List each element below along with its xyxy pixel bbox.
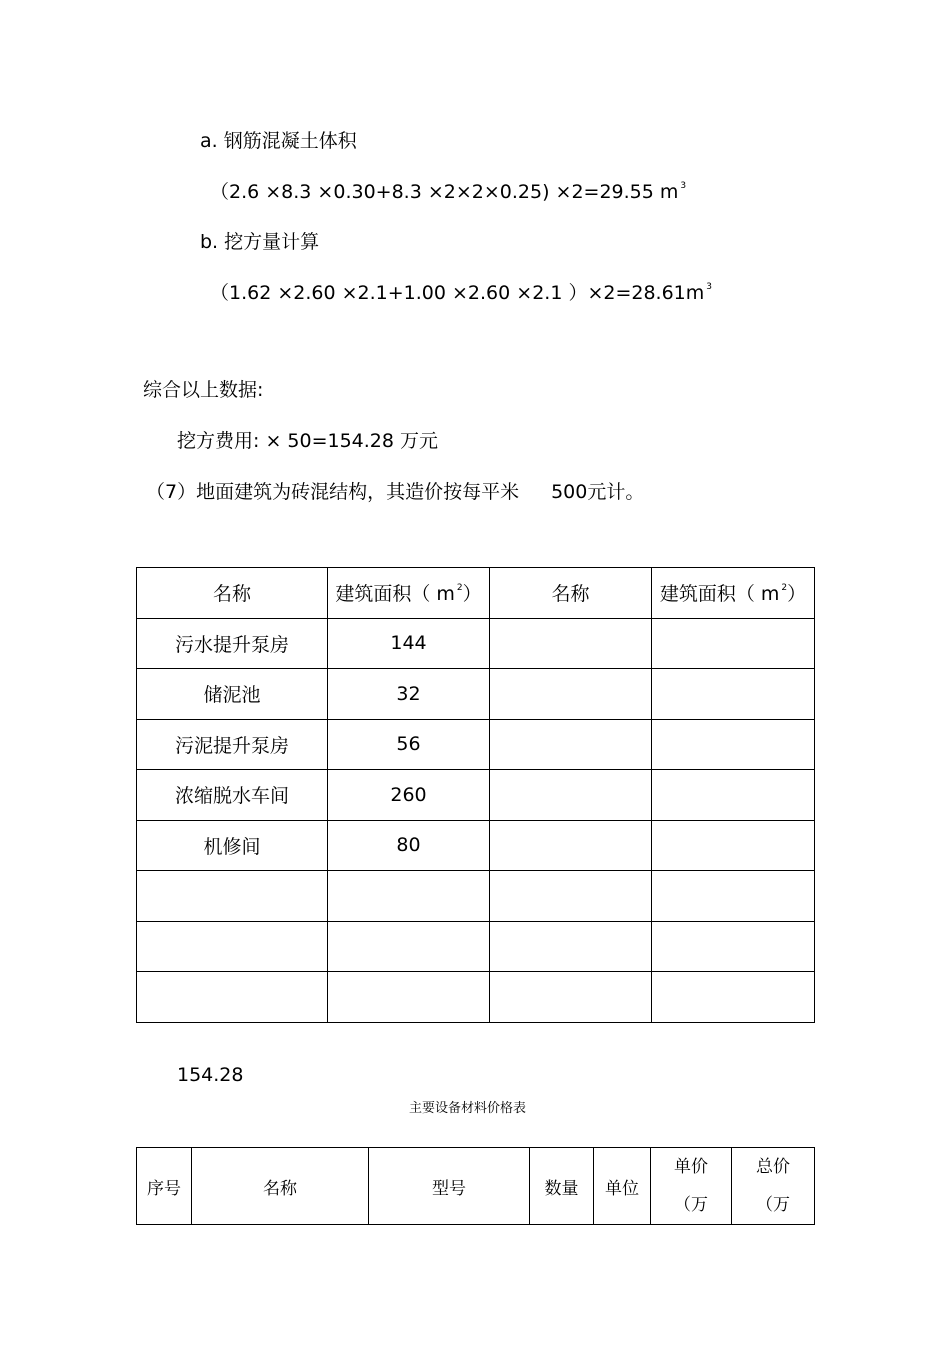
- building-area-cell: [652, 871, 815, 922]
- item-a-label: a. 钢筋混凝土体积: [200, 130, 357, 152]
- building-area-cell: [652, 669, 815, 720]
- building-area-cell: [652, 770, 815, 821]
- price-table-caption: 主要设备材料价格表: [408, 1101, 526, 1116]
- header-unit-price-line2: （万: [674, 1195, 708, 1215]
- item-b-formula-text: （1.62 ×2.60 ×2.1+1.00 ×2.60 ×2.1 ）×2=28.61m: [210, 282, 705, 304]
- square-superscript: 2: [456, 583, 463, 594]
- building-name-cell: [490, 669, 652, 720]
- equipment-price-table: [136, 1147, 815, 1225]
- item-a-formula-text: （2.6 ×8.3 ×0.30+8.3 ×2×2×0.25) ×2=29.55 m: [210, 181, 679, 203]
- header-model-cell: 型号: [369, 1148, 530, 1225]
- building-name-cell: 污水提升泵房: [137, 618, 328, 669]
- building-area-cell: [652, 921, 815, 972]
- header-name-cell: 名称: [490, 568, 652, 619]
- header-index-cell: 序号: [137, 1148, 192, 1225]
- building-name-cell: [137, 871, 328, 922]
- item-b-formula: [210, 284, 712, 303]
- header-area-cell: [652, 568, 815, 619]
- building-area-cell: [652, 972, 815, 1023]
- building-area-cell: [328, 871, 490, 922]
- building-name-cell: [490, 770, 652, 821]
- item-b-label: b. 挖方量计算: [200, 231, 320, 253]
- building-name-cell: 储泥池: [137, 669, 328, 720]
- header-unit-cell: 单位: [594, 1148, 651, 1225]
- header-name-cell: 名称: [137, 568, 328, 619]
- table-row: [137, 972, 815, 1023]
- table-header-row: [137, 1148, 815, 1225]
- note-7-text: （7）地面建筑为砖混结构，其造价按每平米: [146, 481, 520, 503]
- building-name-cell: [490, 820, 652, 871]
- building-name-cell: [490, 618, 652, 669]
- building-area-cell: 144: [328, 618, 490, 669]
- square-superscript: 2: [781, 583, 788, 594]
- table-row: [137, 921, 815, 972]
- header-quantity-cell: 数量: [530, 1148, 594, 1225]
- header-name-cell: 名称: [192, 1148, 369, 1225]
- table-row: [137, 719, 815, 770]
- building-name-cell: 污泥提升泵房: [137, 719, 328, 770]
- building-area-cell: 56: [328, 719, 490, 770]
- building-name-cell: [490, 719, 652, 770]
- item-a-formula: [210, 183, 686, 202]
- building-area-cell: 80: [328, 820, 490, 871]
- note-7: [146, 483, 644, 502]
- header-total-price-line1: 总价: [756, 1157, 790, 1177]
- header-total-price-cell: [732, 1148, 815, 1225]
- total-value: 154.28: [177, 1064, 244, 1086]
- table-header-row: [137, 568, 815, 619]
- building-name-cell: 机修间: [137, 820, 328, 871]
- header-unit-price-cell: [651, 1148, 732, 1225]
- building-area-cell: [328, 921, 490, 972]
- header-unit-price-line1: 单价: [674, 1157, 708, 1177]
- cubic-superscript: 3: [706, 282, 713, 292]
- building-name-cell: 浓缩脱水车间: [137, 770, 328, 821]
- building-area-cell: [328, 972, 490, 1023]
- building-area-cell: 260: [328, 770, 490, 821]
- table-row: [137, 770, 815, 821]
- header-area-close: ）: [787, 583, 807, 606]
- building-area-cell: [652, 719, 815, 770]
- building-area-cell: [652, 618, 815, 669]
- note-7-price: 500元计。: [551, 481, 645, 503]
- header-area-text: 建筑面积（ m: [659, 583, 780, 606]
- header-area-cell: [328, 568, 490, 619]
- header-area-close: ）: [462, 583, 482, 606]
- table-row: [137, 618, 815, 669]
- table-row: [137, 669, 815, 720]
- building-area-table: [136, 567, 815, 1023]
- building-area-cell: [652, 820, 815, 871]
- header-total-price-line2: （万: [756, 1195, 790, 1215]
- table-row: [137, 820, 815, 871]
- building-name-cell: [137, 972, 328, 1023]
- building-name-cell: [490, 972, 652, 1023]
- building-name-cell: [490, 871, 652, 922]
- cubic-superscript: 3: [680, 181, 687, 191]
- building-area-cell: 32: [328, 669, 490, 720]
- building-name-cell: [490, 921, 652, 972]
- summary-line: 综合以上数据:: [143, 379, 264, 401]
- table-row: [137, 871, 815, 922]
- header-area-text: 建筑面积（ m: [335, 583, 455, 606]
- excavation-cost-line: 挖方费用: × 50=154.28 万元: [177, 430, 439, 452]
- building-name-cell: [137, 921, 328, 972]
